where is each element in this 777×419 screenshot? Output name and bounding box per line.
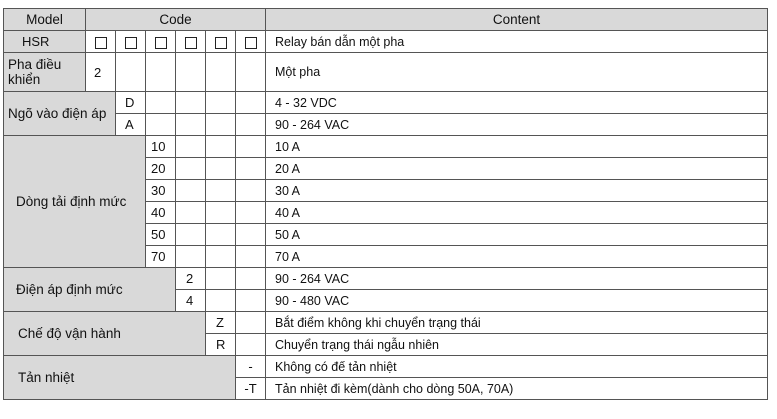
model-row [4, 31, 768, 53]
input-voltage-code: D [116, 92, 146, 114]
rated-current-content: 30 A [266, 180, 768, 202]
header-row [4, 9, 768, 31]
empty-box-icon [245, 37, 257, 49]
operation-mode-content: Chuyển trạng thái ngẫu nhiên [266, 334, 768, 356]
rated-voltage-content: 90 - 264 VAC [266, 268, 768, 290]
input-voltage-content: 4 - 32 VDC [266, 92, 768, 114]
rated-current-label: Dòng tải định mức [4, 136, 146, 268]
input-voltage-code: A [116, 114, 146, 136]
heatsink-content: Không có đế tản nhiệt [266, 356, 768, 378]
code-slot-4 [176, 31, 206, 53]
rated-current-content: 50 A [266, 224, 768, 246]
operation-mode-content: Bắt điểm không khi chuyển trạng thái [266, 312, 768, 334]
heatsink-content: Tản nhiệt đi kèm(dành cho dòng 50A, 70A) [266, 378, 768, 400]
rated-current-code: 40 [146, 202, 176, 224]
rated-voltage-code: 2 [176, 268, 206, 290]
code-slot-3 [146, 31, 176, 53]
rated-current-content: 40 A [266, 202, 768, 224]
heatsink-code: -T [236, 378, 266, 400]
rated-current-content: 20 A [266, 158, 768, 180]
input-voltage-row [4, 92, 768, 114]
header-content: Content [266, 9, 768, 31]
operation-mode-code: R [206, 334, 236, 356]
rated-current-code: 20 [146, 158, 176, 180]
code-slot-5 [206, 31, 236, 53]
model-description: Relay bán dẫn một pha [266, 31, 768, 53]
operation-mode-code: Z [206, 312, 236, 334]
rated-voltage-row [4, 268, 768, 290]
heatsink-label: Tản nhiệt [4, 356, 236, 400]
code-slot-1 [86, 31, 116, 53]
operation-mode-row [4, 312, 768, 334]
model-name: HSR [4, 31, 86, 53]
phase-row [4, 53, 768, 92]
rated-current-row [4, 136, 768, 158]
empty-box-icon [155, 37, 167, 49]
empty-box-icon [125, 37, 137, 49]
rated-voltage-content: 90 - 480 VAC [266, 290, 768, 312]
code-slot-6 [236, 31, 266, 53]
rated-current-code: 70 [146, 246, 176, 268]
rated-current-content: 10 A [266, 136, 768, 158]
phase-code: 2 [86, 53, 116, 92]
phase-content: Một pha [266, 53, 768, 92]
ordering-code-table [3, 8, 768, 400]
heatsink-code: - [236, 356, 266, 378]
input-voltage-content: 90 - 264 VAC [266, 114, 768, 136]
header-code: Code [86, 9, 266, 31]
empty-box-icon [95, 37, 107, 49]
phase-label: Pha điều khiển [4, 53, 86, 92]
rated-current-content: 70 A [266, 246, 768, 268]
header-model: Model [4, 9, 86, 31]
heatsink-row [4, 356, 768, 378]
empty-box-icon [215, 37, 227, 49]
rated-voltage-label: Điện áp định mức [4, 268, 176, 312]
rated-current-code: 50 [146, 224, 176, 246]
rated-current-code: 10 [146, 136, 176, 158]
rated-voltage-code: 4 [176, 290, 206, 312]
code-slot-2 [116, 31, 146, 53]
input-voltage-row [4, 114, 768, 136]
operation-mode-label: Chế độ vận hành [4, 312, 206, 356]
input-voltage-label: Ngõ vào điện áp [4, 92, 116, 136]
rated-current-code: 30 [146, 180, 176, 202]
empty-box-icon [185, 37, 197, 49]
